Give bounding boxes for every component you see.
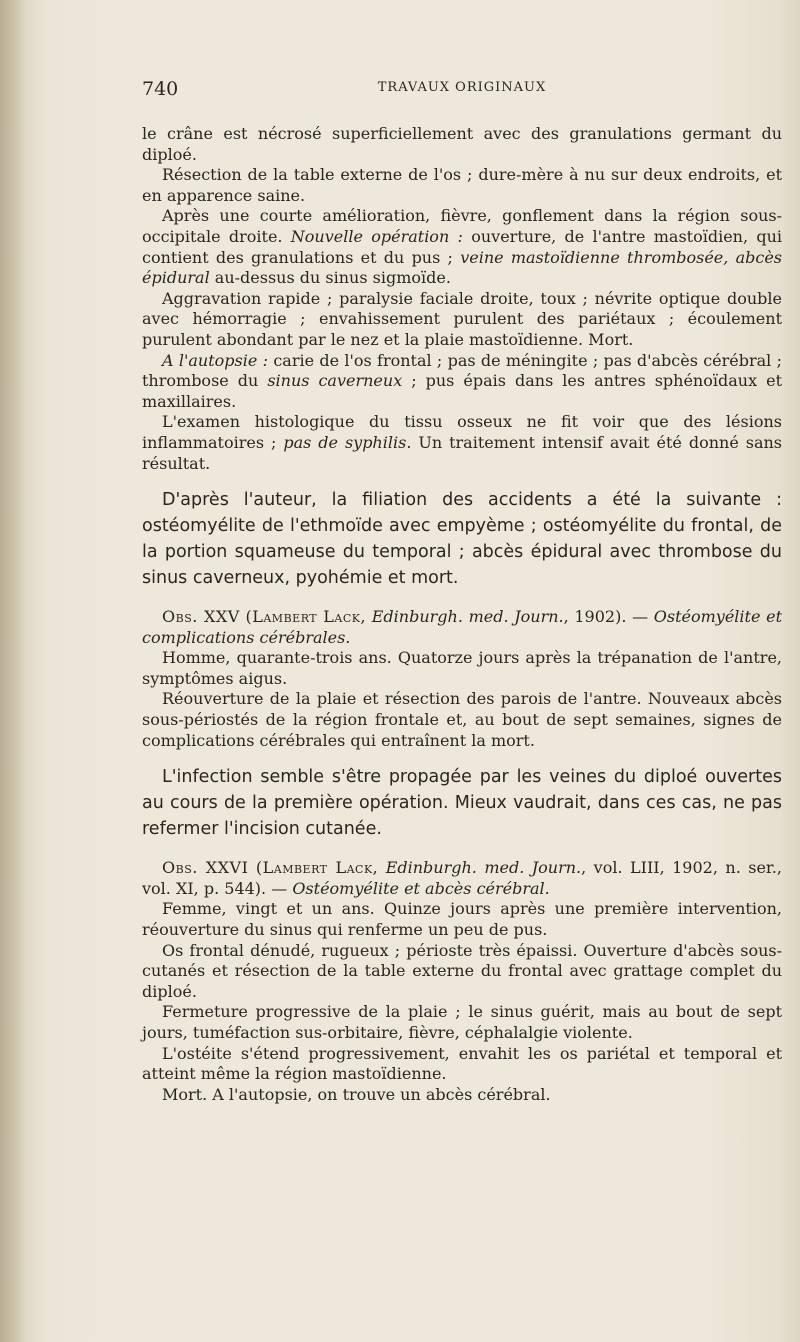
obs-reference: , vol. LIII, 1902, n. ser., vol. XI, p. 544). — [142,858,782,898]
paragraph: Aggravation rapide ; paralysie faciale droite, toux ; névrite optique double avec hémorragie ; envahissement purulent des pariétaux ; écoulement purulent abondant par le nez et la plaie mastoïdienne. Mort. [142,288,782,349]
paragraph: Fermeture progressive de la plaie ; le sinus guérit, mais au bout de sept jours, tuméfaction sus-orbitaire, fièvre, céphalalgie violente. [142,1002,782,1042]
journal-name: Edinburgh. med. Journ. [371,607,564,627]
observation-heading [142,607,782,648]
paragraph: Femme, vingt et un ans. Quinze jours après une première intervention, réouverture du sinus qui renferme un peu de pus. [142,899,782,940]
running-title: TRAVAUX ORIGINAUX [377,80,547,95]
obs-label: Obs. XXV [162,607,240,627]
obs-label: Obs. XXVI [162,858,249,878]
page-shadow [0,0,26,1342]
obs-author: (Lambert Lack, [255,858,379,878]
paragraph [142,206,782,288]
obs-year: , 1902). — [563,607,649,627]
commentary-paragraph: D'après l'auteur, la filiation des accidents a été la suivante : ostéomyélite de l'ethmoïde avec empyème ; ostéomyélite du frontal, de la portion squameuse du temporal ; abcès épidural avec thrombose du sinus caverneux, pyohémie et mort. [142,490,782,589]
paragraph: Réouverture de la plaie et résection des parois de l'antre. Nouveaux abcès sous-périostés de la région frontale et, au bout de sept semaines, signes de complications cérébrales qui entraînent la mort. [142,689,782,750]
italic-run: sinus caverneux [267,371,403,391]
text-run: ouverture, de l'antre mastoïdien, qui contient des granulations et du pus ; [142,226,783,267]
page-number: 740 [142,78,179,100]
paragraph: Mort. A l'autopsie, on trouve un abcès cérébral. [162,1084,551,1104]
italic-run: pas de syphilis [283,432,407,452]
text-run: au-dessus du sinus sigmoïde. [209,268,451,288]
obs-title: Ostéomyélite et abcès cérébral. [292,878,550,898]
body-text [142,124,782,1105]
paragraph: Os frontal dénudé, rugueux ; périoste très épaissi. Ouverture d'abcès sous-cutanés et résection de la table externe du frontal avec grattage complet du diploé. [142,940,782,1001]
italic-run: A l'autopsie : [162,350,269,370]
text-run: carie de l'os frontal ; pas de méningite ; pas d'abcès cérébral ; thrombose du [142,350,782,391]
italic-run: Nouvelle opération : [290,226,463,246]
journal-name: Edinburgh. med. Journ. [385,858,582,878]
paragraph [142,412,782,474]
paragraph: le crâne est nécrosé superficiellement avec des granulations germant du diploé. [142,124,782,164]
paragraph: Homme, quarante-trois ans. Quatorze jours après la trépanation de l'antre, symptômes aigus. [142,648,782,688]
page-header [142,78,782,100]
text-run: L'examen histologique du tissu osseux ne fit voir que des lésions inflammatoires ; [142,412,782,452]
italic-run: veine mastoïdienne thrombosée, abcès épidural [142,247,783,288]
paragraph [142,351,782,413]
commentary-paragraph: L'infection semble s'être propagée par les veines du diploé ouvertes au cours de la première opération. Mieux vaudrait, dans ces cas, ne pas refermer l'incision cutanée. [142,767,782,840]
paragraph: L'ostéite s'étend progressivement, envahit les os pariétal et temporal et atteint même la région mastoïdienne. [142,1043,782,1084]
text-run: . Un traitement intensif avait été donné sans résultat. [142,432,783,473]
observation-heading [142,858,782,899]
obs-author: (Lambert Lack, [245,607,367,627]
text-run: ; pus épais dans les antres sphénoïdaux et maxillaires. [142,371,782,411]
paragraph: Résection de la table externe de l'os ; dure-mère à nu sur deux endroits, et en apparence saine. [142,165,782,205]
obs-title: Ostéomyélite et complications cérébrales. [142,607,783,647]
text-run: Après une courte amélioration, fièvre, gonflement dans la région sous-occipitale droite. [142,206,782,246]
